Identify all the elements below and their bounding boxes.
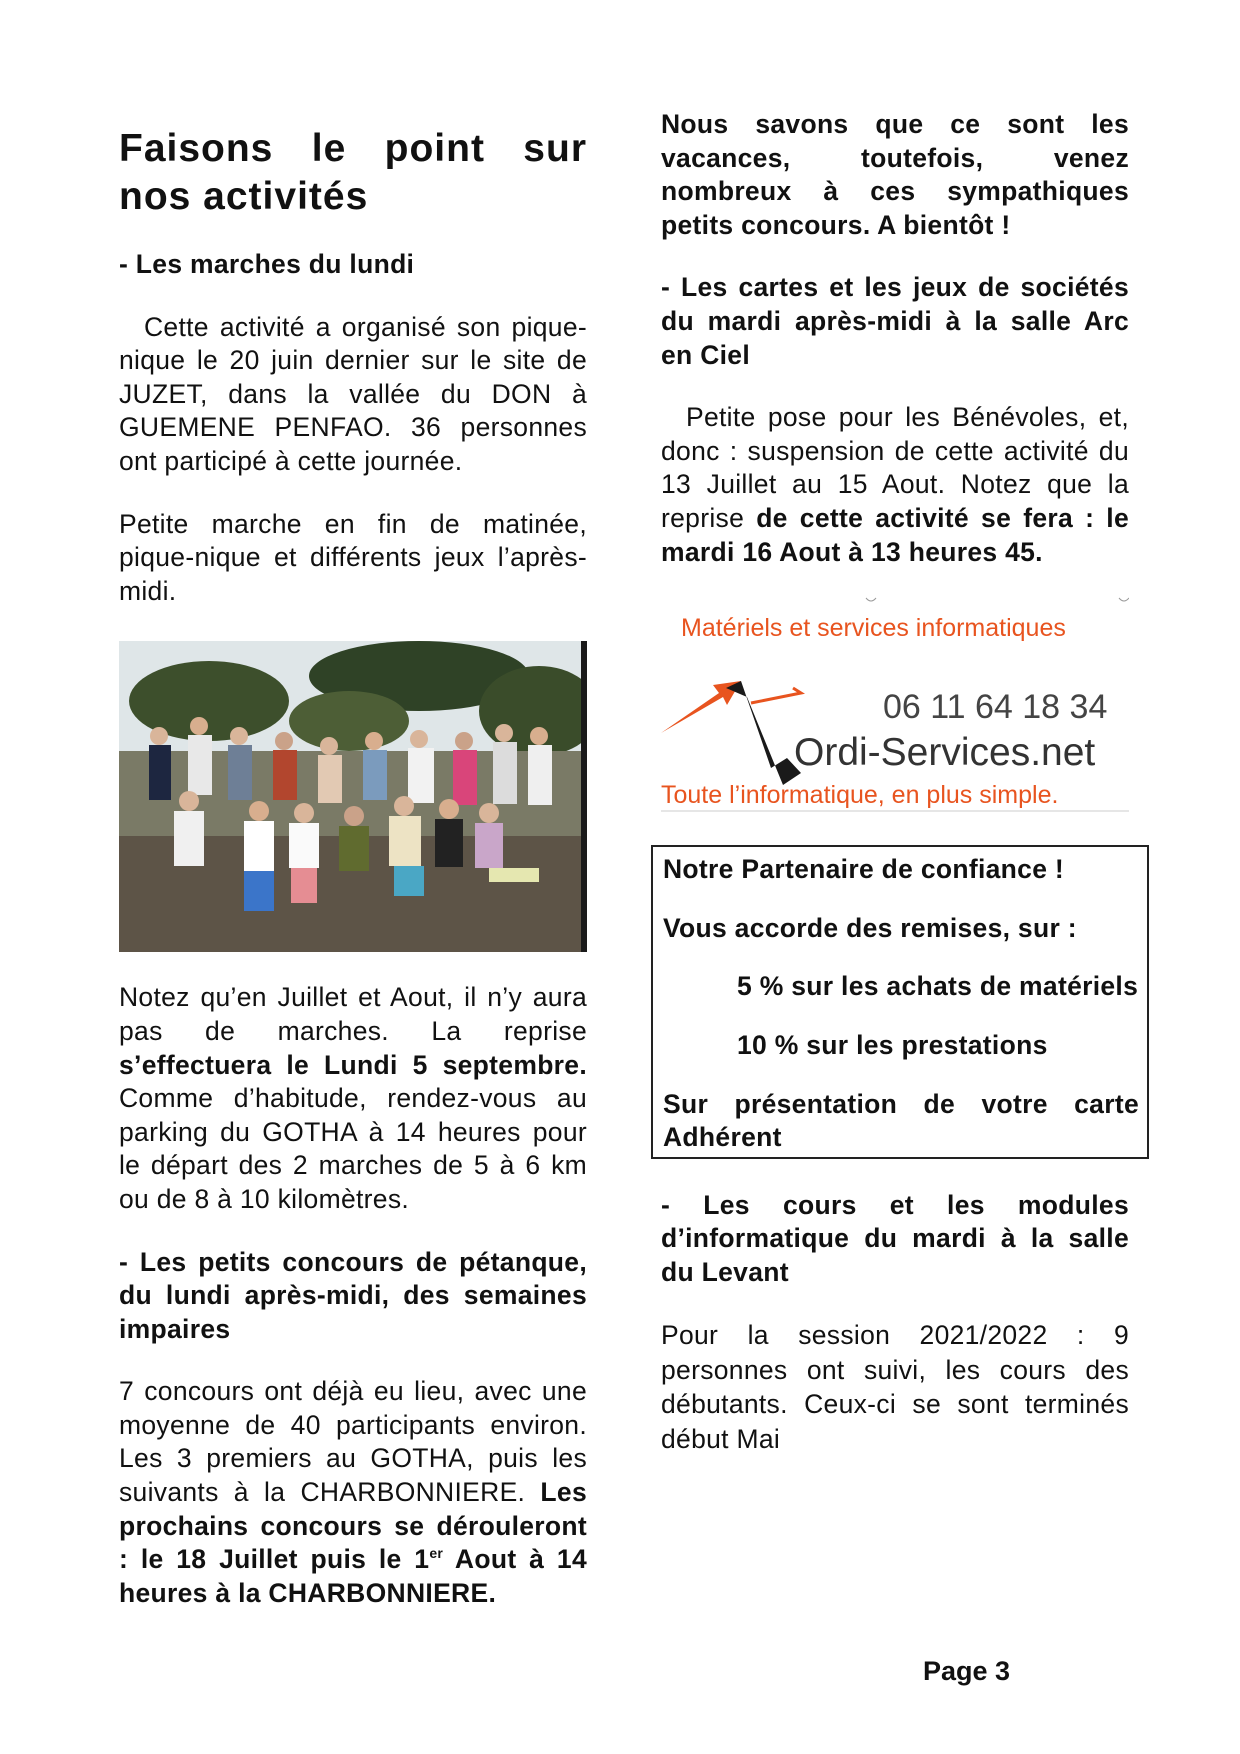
paragraph-july-august <box>119 981 587 1216</box>
partner-discount-materials: 5 % sur les achats de matériels <box>737 971 1139 1002</box>
page-title: Faisons le point sur nos activités <box>119 127 587 218</box>
text-next-concours: Les prochains concours se dérouleront : le 18 Juillet puis le 1 <box>119 1477 587 1575</box>
text-rendezvous: Comme d’habitude, rendez-vous au parking du GOTHA à 14 heures pour le départ des 2 marches de 5 à 6 km ou de 8 à 10 kilomètres. <box>119 1083 587 1214</box>
section-heading-petanque: - Les petits concours de pétanque, du lundi après-midi, des semaines impaires <box>119 1246 587 1344</box>
ordi-services-logo <box>661 593 1129 817</box>
text-next-concours-end: Aout à 14 heures à la CHARBONNIERE. <box>119 1544 588 1608</box>
paragraph-vacances: Nous savons que ce sont les vacances, toutefois, venez nombreux à ces sympathiques petits concours. A bientôt ! <box>661 109 1129 240</box>
paragraph-picnic: Cette activité a organisé son pique-nique le 20 juin dernier sur le site de JUZET, dans la vallée du DON à GUEMENE PENFAO. 36 personnes ont participé à cette journée. <box>119 311 587 476</box>
text-reprise-intro: Notez qu’en Juillet et Aout, il n’y aura pas de marches. La reprise <box>119 982 587 1046</box>
paragraph-concours <box>119 1375 587 1610</box>
partner-title: Notre Partenaire de confiance ! <box>663 854 1065 885</box>
left-column <box>119 248 587 1610</box>
logo-phone: 06 11 64 18 34 <box>883 688 1108 727</box>
section-heading-cartes: - Les cartes et les jeux de sociétés du mardi après-midi à la salle Arc en Ciel <box>661 272 1129 370</box>
logo-slogan: Toute l’informatique, en plus simple. <box>661 781 1059 810</box>
section-heading-informatique: - Les cours et les modules d’informatique du mardi à la salle du Levant <box>661 1189 1129 1287</box>
group-photo <box>119 641 587 952</box>
text-suspension: Petite pose pour les Bénévoles, et, donc : suspension de cette activité du 13 Juillet au 15 Aout. Notez que la reprise <box>661 402 1129 533</box>
partner-condition: Sur présentation de votre carte Adhérent <box>663 1088 1139 1153</box>
small-arrow-icon <box>751 688 801 703</box>
partner-discounts-intro: Vous accorde des remises, sur : <box>663 912 1077 943</box>
paragraph-pose <box>661 401 1129 569</box>
crop-mark <box>1119 598 1129 601</box>
paragraph-session: Pour la session 2021/2022 : 9 personnes ont suivi, les cours des débutants. Ceux-ci se sont terminés début Mai <box>661 1320 1129 1454</box>
right-column <box>661 108 1139 1456</box>
logo-tagline-top: Matériels et services informatiques <box>681 614 1066 643</box>
page-number: Page 3 <box>923 1656 1011 1686</box>
text-reprise-cartes: de cette activité se fera : le mardi 16 Aout à 13 heures 45. <box>661 502 1129 567</box>
partner-discount-services: 10 % sur les prestations <box>737 1029 1048 1060</box>
text-reprise-date: s’effectuera le Lundi 5 septembre. <box>119 1049 587 1080</box>
crop-mark <box>866 598 876 601</box>
text-concours-history: 7 concours ont déjà eu lieu, avec une moyenne de 40 participants environ. Les 3 premiers au GOTHA, puis les suivants à la CHARBONNIERE. <box>119 1376 587 1508</box>
logo-brand: Ordi-Services.net <box>794 731 1096 775</box>
superscript-er: er <box>429 1545 444 1562</box>
section-heading-marches: - Les marches du lundi <box>119 249 415 279</box>
partner-box <box>651 845 1149 1159</box>
paragraph-walk: Petite marche en fin de matinée, pique-nique et différents jeux l’après-midi. <box>119 508 587 606</box>
